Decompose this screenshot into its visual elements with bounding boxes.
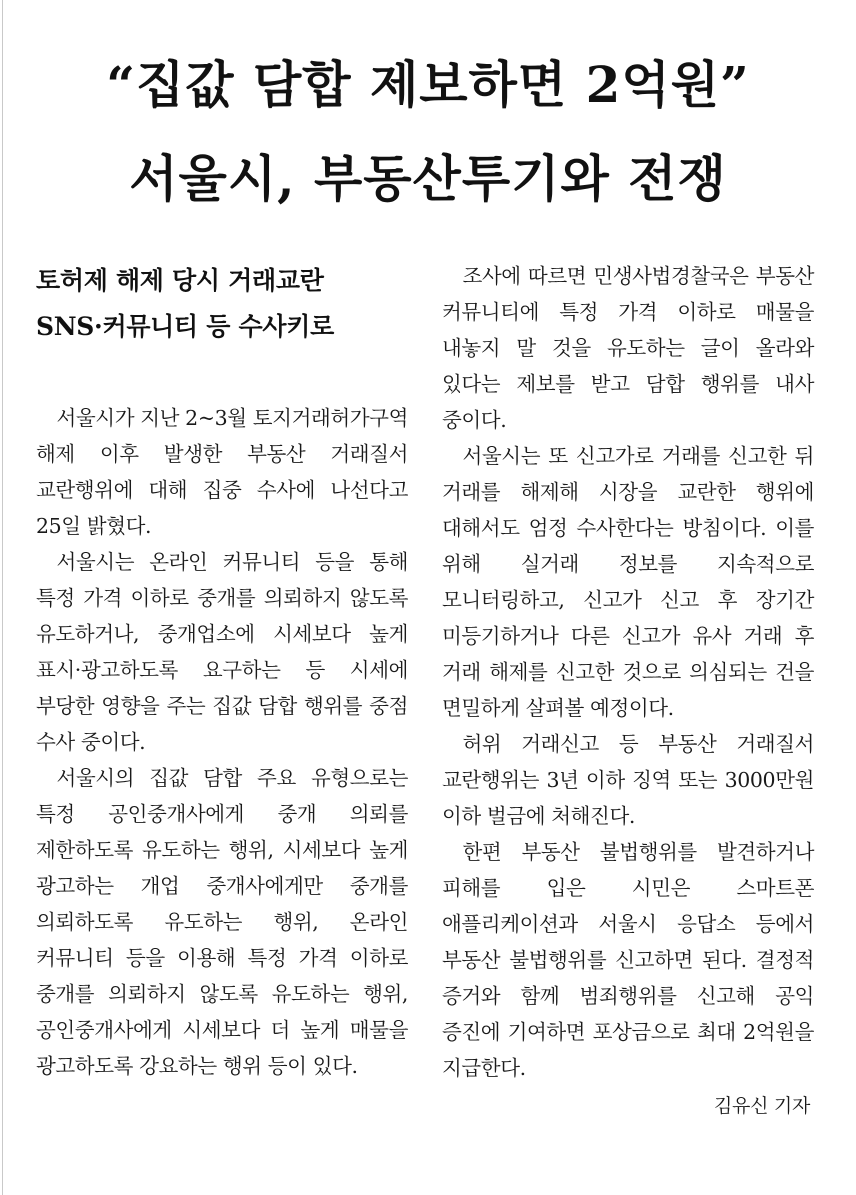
body-paragraph: 한편 부동산 불법행위를 발견하거나 피해를 입은 시민은 스마트폰 애플리케이션과 서울시 응답소 등에서 부동산 불법행위를 신고하면 된다. 결정적 증거와 함께 범죄행위를 신고해 공익 증진에 기여하면 포상금으로 최대 2억원을 지급한다. [442, 840, 814, 1080]
headline-line-1: “집값 담합 제보하면 2억원” [106, 55, 750, 114]
headline [0, 38, 856, 226]
headline-line-2: 서울시, 부동산투기와 전쟁 [129, 149, 727, 208]
body-paragraph: 허위 거래신고 등 부동산 거래질서 교란행위는 3년 이하 징역 또는 3000만원 이하 벌금에 처해진다. [442, 732, 814, 828]
body-paragraph: 서울시는 온라인 커뮤니티 등을 통해 특정 가격 이하로 중개를 의뢰하지 않도록 유도하거나, 중개업소에 시세보다 높게 표시·광고하도록 요구하는 등 시세에 부당한 영향을 주는 집값 담합 행위를 중점 수사 중이다. [36, 550, 408, 754]
body-paragraph: 서울시가 지난 2~3월 토지거래허가구역 해제 이후 발생한 부동산 거래질서 교란행위에 대해 집중 수사에 나선다고 25일 밝혔다. [36, 406, 408, 538]
body-paragraph: 서울시는 또 신고가로 거래를 신고한 뒤 거래를 해제해 시장을 교란한 행위에 대해서도 엄정 수사한다는 방침이다. 이를 위해 실거래 정보를 지속적으로 모니터링하고, 신고가 신고 후 장기간 미등기하거나 다른 신고가 유사 거래 후 거래 해제를 신고한 것으로 의심되는 건을 면밀하게 살펴볼 예정이다. [442, 444, 814, 720]
subheadline [36, 258, 408, 350]
article-column-left [36, 258, 408, 1084]
byline: 김유신 기자 [713, 1095, 810, 1117]
body-paragraph: 조사에 따르면 민생사법경찰국은 부동산 커뮤니티에 특정 가격 이하로 매물을 내놓지 말 것을 유도하는 글이 올라와 있다는 제보를 받고 담합 행위를 내사 중이다. [442, 264, 814, 432]
subheadline-line-2: SNS·커뮤니티 등 수사키로 [36, 312, 334, 341]
subheadline-line-1: 토허제 해제 당시 거래교란 [36, 266, 324, 295]
body-paragraph: 서울시의 집값 담합 주요 유형으로는 특정 공인중개사에게 중개 의뢰를 제한하도록 유도하는 행위, 시세보다 높게 광고하는 개업 중개사에게만 중개를 의뢰하도록 유도하는 행위, 온라인 커뮤니티 등을 이용해 특정 가격 이하로 중개를 의뢰하지 않도록 유도하는 행위, 공인중개사에게 시세보다 더 높게 매물을 광고하도록 강요하는 행위 등이 있다. [36, 766, 408, 1078]
article-column-right [442, 258, 814, 1122]
